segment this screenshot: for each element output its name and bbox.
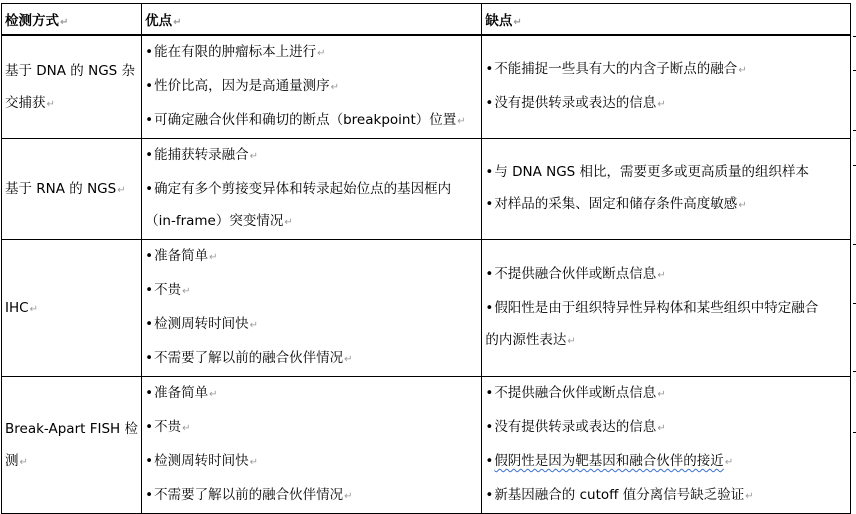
cons-cell: [482, 35, 851, 139]
pros-item: •可确定融合伙伴和确切的断点（breakpoint）位置↵: [145, 112, 466, 128]
pros-item: •不贵↵: [145, 282, 191, 298]
pros-cell: [142, 377, 482, 514]
cons-item: •新基因融合的 cutoff 值分离信号缺乏验证↵: [485, 487, 754, 503]
cons-item: •假阴性是因为靶基因和融合伙伴的接近↵: [485, 453, 734, 469]
cons-item: •假阳性是由于组织特异性异构体和某些组织中特定融合: [485, 300, 819, 316]
pros-item: •检测周转时间快↵: [145, 453, 258, 469]
method-cell: IHC↵: [2, 240, 142, 377]
pros-item-continued: （in-frame）突变情况↵: [145, 213, 293, 229]
pros-cell: [142, 35, 482, 139]
method-cell: 基于 RNA 的 NGS↵: [2, 139, 142, 240]
cons-cell: [482, 240, 851, 377]
cons-cell: [482, 377, 851, 514]
cons-item: •不提供融合伙伴或断点信息↵: [485, 385, 666, 401]
method-label: Break-Apart FISH 检测: [5, 421, 138, 469]
comparison-table: [1, 3, 851, 514]
header-method: 检测方式↵: [2, 4, 142, 36]
page-edge-markers: [852, 0, 856, 484]
pros-cell: [142, 240, 482, 377]
pros-item: •确定有多个剪接变异体和转录起始位点的基因框内: [145, 181, 452, 197]
header-cons: 缺点↵: [482, 4, 851, 36]
method-label: IHC: [5, 300, 29, 316]
cons-item: •没有提供转录或表达的信息↵: [485, 419, 666, 435]
table-row: [2, 139, 851, 240]
method-label: 基于 DNA 的 NGS 杂交捕获: [5, 63, 136, 111]
pros-item: •准备简单↵: [145, 385, 218, 401]
cons-item: •不提供融合伙伴或断点信息↵: [485, 266, 666, 282]
pros-item: •准备简单↵: [145, 248, 218, 264]
cons-item: •与 DNA NGS 相比，需要更多或更高质量的组织样本: [485, 164, 810, 180]
cons-item: •对样品的采集、固定和储存条件高度敏感↵: [485, 196, 747, 212]
table-row: [2, 35, 851, 139]
cons-cell: [482, 139, 851, 240]
cons-item: •没有提供转录或表达的信息↵: [485, 95, 666, 111]
pros-item: •能捕获转录融合↵: [145, 147, 258, 163]
pros-item: •检测周转时间快↵: [145, 316, 258, 332]
header-row: [2, 4, 851, 36]
pros-item: •性价比高，因为是高通量测序↵: [145, 78, 339, 94]
table-row: [2, 240, 851, 377]
cons-item-continued: 的内源性表达↵: [485, 332, 576, 348]
cons-item: •不能捕捉一些具有大的内含子断点的融合↵: [485, 61, 747, 77]
pros-item: •能在有限的肿瘤标本上进行↵: [145, 44, 326, 60]
pros-item: •不贵↵: [145, 419, 191, 435]
method-cell: Break-Apart FISH 检测↵: [2, 377, 142, 514]
method-label: 基于 RNA 的 NGS: [5, 181, 117, 197]
table-row: [2, 377, 851, 514]
pros-item: •不需要了解以前的融合伙伴情况↵: [145, 350, 353, 366]
method-cell: 基于 DNA 的 NGS 杂交捕获↵: [2, 35, 142, 139]
header-pros: 优点↵: [142, 4, 482, 36]
pros-item: •不需要了解以前的融合伙伴情况↵: [145, 487, 353, 503]
pros-cell: [142, 139, 482, 240]
